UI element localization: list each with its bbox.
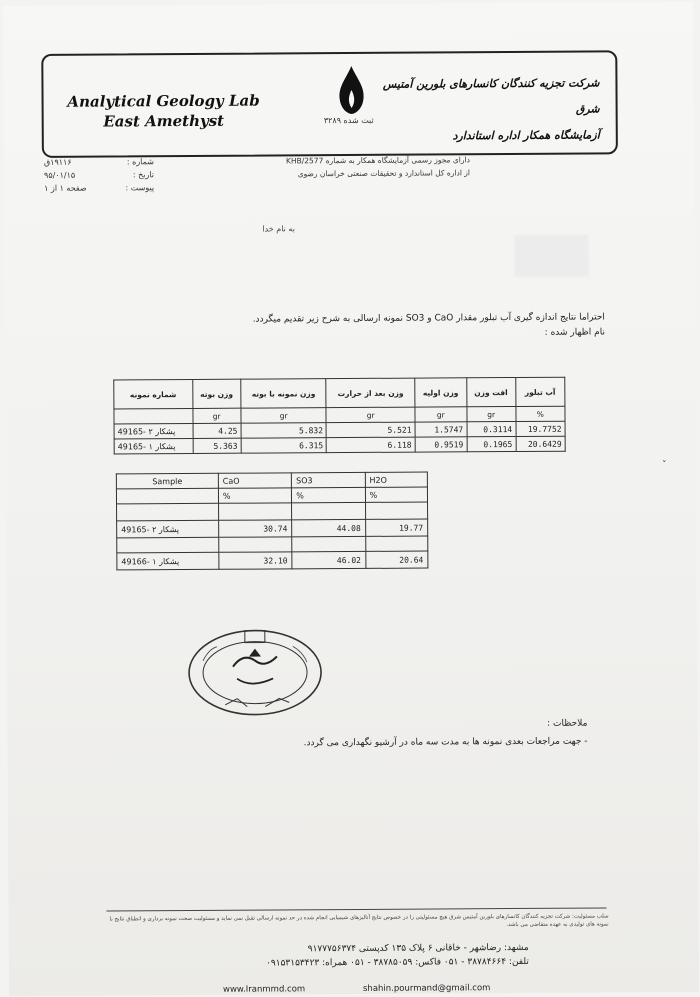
value-cell: 6.118: [327, 437, 416, 453]
value-cell: 5.832: [241, 423, 327, 439]
header-cell: SO3: [292, 472, 365, 487]
value-cell: 5.521: [327, 422, 416, 438]
sample-id-cell: پشکار ۲ -49165: [114, 423, 193, 438]
margin-mark: ˇ: [661, 460, 667, 472]
header-cell: Sample: [116, 473, 218, 489]
unit-cell: gr: [415, 407, 467, 422]
sample-id-cell: پشکار ۱ -49166: [117, 552, 219, 570]
address-line1: مشهد: رضاشهر - خاقانی ۶ پلاک ۱۳۵ کدپستی ۹۱۷۷۷۵۶۳۷۴: [307, 942, 529, 955]
intro-line1: احتراما نتایج اندازه گیری آب تبلور مقدار CaO و SO3 نمونه ارسالی به شرح زیر تقدیم میگردد.: [252, 312, 605, 325]
value-cell: 4.25: [193, 423, 241, 438]
value-cell: 19.7752: [516, 421, 565, 436]
unit-cell: gr: [241, 408, 327, 424]
header-cell: CaO: [218, 473, 291, 488]
h2o-cell: 20.64: [365, 551, 428, 568]
header-cell: شماره نمونه: [114, 379, 193, 408]
header-cell: آب تبلور: [515, 377, 565, 406]
license-line1: دارای مجوز رسمی آزمایشگاه همکار به شماره KHB/2577: [285, 155, 470, 166]
composition-table: [116, 472, 429, 571]
header-cell: افت وزن: [466, 377, 515, 406]
company-name: [369, 70, 599, 149]
so3-cell: 46.02: [292, 551, 365, 568]
table-header-row: [114, 377, 565, 409]
unit-cell: gr: [192, 408, 240, 423]
cao-cell: 30.74: [218, 520, 291, 537]
sample-id-cell: پشکار ۱ -49165: [114, 438, 193, 453]
h2o-cell: 19.77: [365, 519, 428, 536]
unit-cell: gr: [326, 407, 415, 423]
value-cell: 1.5747: [415, 422, 467, 437]
header-cell: وزن اولیه: [415, 378, 467, 407]
table-row: [117, 551, 428, 570]
header-cell: وزن نمونه با بوته: [241, 379, 327, 409]
footer-divider: [107, 907, 607, 911]
unit-cell: [116, 488, 218, 504]
seal-icon: [185, 626, 326, 719]
unit-cell: %: [516, 406, 565, 421]
license-line2: از اداره کل استاندارد و تحقیقات صنعتی خراسان رضوی: [297, 168, 471, 179]
disclaimer-text: سلب مسئولیت: شرکت تجزیه کنندگان کانسارهای بلورین آمتیس شرق هیچ مسئولیتی را در خصوص نتایج آنالیزهای شیمیایی انجام شده در حد نمونه ارسالی تقبل نمی نماید و مسئولیت صحت نمونه برداری و انطباق نتایج با نمونه های تولیدی به عهده متقاضی می باشد.: [109, 913, 609, 929]
intro-text: [145, 310, 605, 343]
attachment-label: پیوست :: [125, 183, 155, 193]
lab-name-line1: Analytical Geology Lab: [67, 91, 260, 111]
lab-name-line2: East Amethyst: [103, 111, 225, 131]
license-info: [240, 153, 470, 180]
value-cell: 5.363: [193, 438, 241, 453]
intro-line2: نام اظهار شده :: [544, 327, 606, 338]
value-cell: 0.9519: [415, 437, 467, 452]
lab-name: [64, 91, 264, 132]
value-cell: 6.315: [241, 438, 327, 454]
number-value: ۱۹۱۱۶ق: [43, 157, 72, 167]
value-cell: 0.3114: [467, 421, 516, 436]
letterhead: [41, 50, 618, 158]
contact-address: [189, 941, 529, 971]
company-line2: آزمایشگاه همکار اداره استاندارد: [452, 128, 600, 143]
website-link[interactable]: www.Iranmmd.com: [222, 984, 306, 995]
address-line2: تلفن: ۳۸۷۸۴۶۶۴ - ۰۵۱ فاکس: ۳۸۷۸۵۰۵۹ - ۰۵۱ همراه: ۰۹۱۵۳۱۵۳۴۲۳: [266, 956, 529, 969]
cao-cell: 32.10: [219, 552, 292, 569]
unit-cell: gr: [467, 406, 516, 421]
company-seal: [185, 626, 326, 723]
email-link[interactable]: shahin.pourmand@gmail.com: [362, 983, 491, 994]
attachment-value: صفحه ۱ از ۱: [44, 183, 87, 193]
redacted-area: [514, 235, 588, 277]
date-label: تاریخ :: [132, 170, 155, 180]
flame-logo-icon: [336, 64, 366, 116]
header-cell: وزن بوته: [192, 379, 241, 408]
logo-caption: ثبت شده ۳۲۸۹: [323, 115, 374, 126]
notes-section: [107, 715, 587, 754]
company-logo: [323, 64, 374, 144]
table-row: [117, 519, 428, 538]
bismillah: به نام خدا: [262, 224, 295, 234]
notes-title: ملاحظات :: [547, 718, 588, 729]
document-page: [3, 2, 699, 996]
sample-id-cell: پشکار ۲ -49165: [117, 520, 219, 538]
number-label: شماره :: [126, 157, 154, 167]
header-cell: وزن بعد از حرارت: [326, 378, 415, 408]
table-row: [114, 436, 565, 454]
header-cell: H2O: [365, 472, 427, 487]
unit-cell: %: [218, 488, 291, 503]
company-line1: شرکت تجزیه کنندگان کانسارهای بلورین آمتیس شرق: [382, 76, 600, 116]
value-cell: 20.6429: [516, 436, 565, 451]
letter-meta: [44, 155, 154, 195]
crystallization-water-table: [113, 377, 565, 455]
unit-cell: %: [292, 487, 365, 502]
unit-cell: %: [365, 487, 427, 502]
note-line: - جهت مراجعات بعدی نمونه ها به مدت سه ماه در آرشیو نگهداری می گردد.: [303, 736, 588, 749]
so3-cell: 44.08: [292, 519, 365, 536]
unit-cell: [114, 408, 193, 423]
value-cell: 0.1965: [467, 436, 516, 451]
date-value: ۹۵/۰۱/۱۵: [43, 170, 76, 180]
